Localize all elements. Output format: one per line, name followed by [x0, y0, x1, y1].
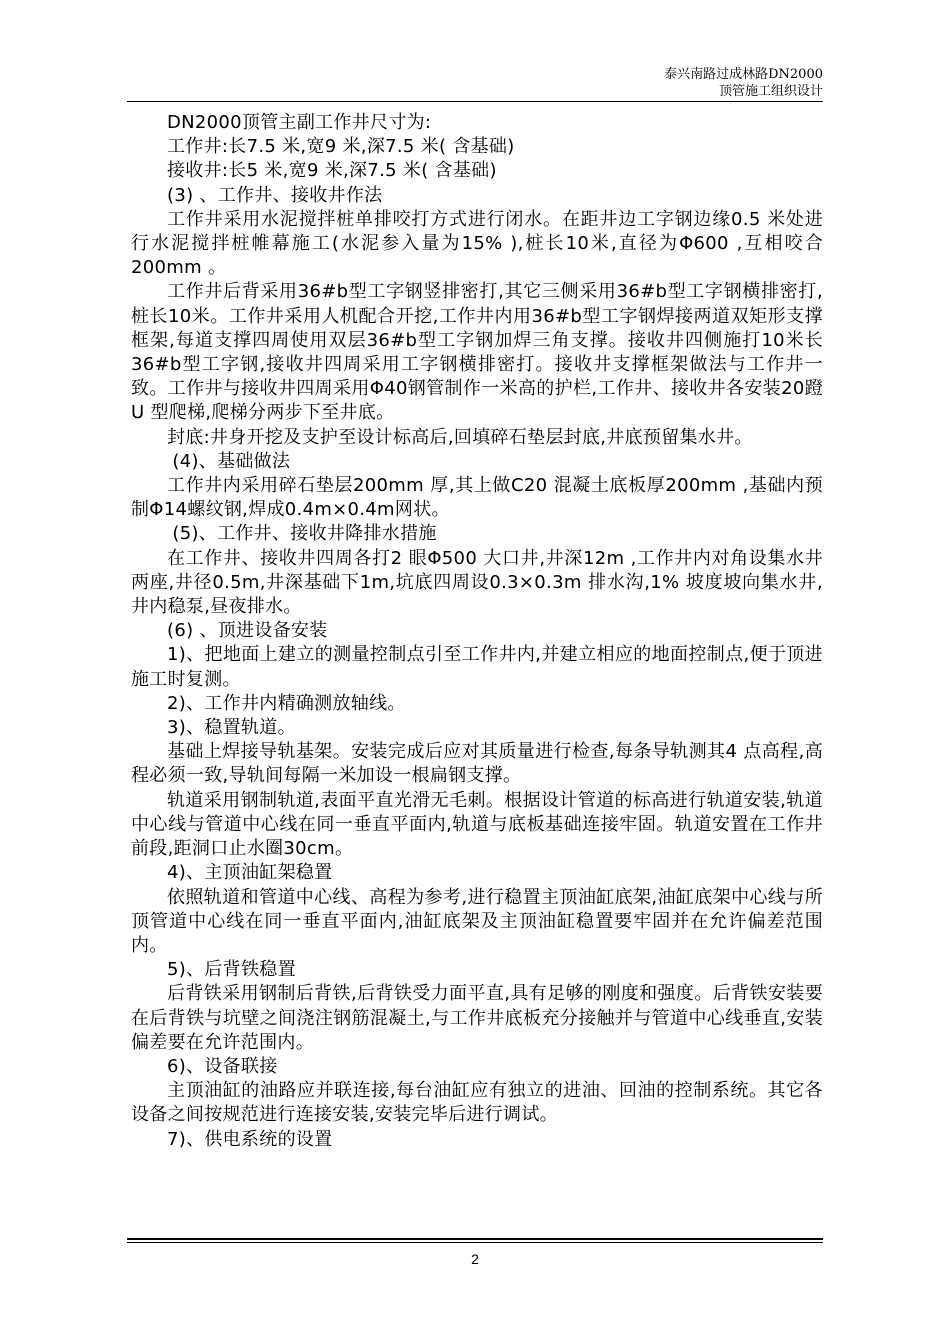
- paragraph: 后背铁采用钢制后背铁,后背铁受力面平直,具有足够的刚度和强度。后背铁安装要在后背铁与坑壁之间浇注钢筋混凝土,与工作井底板充分接触并与管道中心线垂直,安装偏差要在允许范围内。: [131, 983, 823, 1053]
- paragraph: 2)、工作井内精确测放轴线。: [167, 692, 406, 714]
- paragraph: 基础上焊接导轨基架。安装完成后应对其质量进行检查,每条导轨测其4 点高程,高程必须一致,导轨间每隔一米加设一根扁钢支撑。: [131, 741, 823, 787]
- paragraph: 1)、把地面上建立的测量控制点引至工作井内,并建立相应的地面控制点,便于顶进施工时复测。: [131, 644, 823, 690]
- section-heading: (4)、基础做法: [172, 450, 291, 472]
- document-body: [131, 111, 823, 1152]
- paragraph: 主顶油缸的油路应并联连接,每台油缸应有独立的进油、回油的控制系统。其它各设备之间按规范进行连接安装,安装完毕后进行调试。: [131, 1080, 823, 1126]
- paragraph: 在工作井、接收井四周各打2 眼Φ500 大口井,井深12m ,工作井内对角设集水井两座,井径0.5m,井深基础下1m,坑底四周设0.3×0.3m 排水沟,1% 坡度坡向集水井,井内稳泵,昼夜排水。: [131, 547, 823, 618]
- paragraph: 封底:井身开挖及支护至设计标高后,回填碎石垫层封底,井底预留集水井。: [167, 426, 753, 448]
- header-document-title: 顶管施工组织设计: [718, 84, 823, 99]
- paragraph: 工作井:长7.5 米,宽9 米,深7.5 米( 含基础): [167, 136, 515, 158]
- section-heading: (3) 、工作井、接收井作法: [167, 184, 383, 206]
- paragraph: DN2000顶管主副工作井尺寸为:: [167, 112, 432, 133]
- paragraph: 轨道采用钢制轨道,表面平直光滑无毛刺。根据设计管道的标高进行轨道安装,轨道中心线与管道中心线在同一垂直平面内,轨道与底板基础连接牢固。轨道安置在工作井前段,距洞口止水圈30cm。: [131, 789, 823, 860]
- paragraph: 工作井后背采用36#b型工字钢竖排密打,其它三侧采用36#b型工字钢横排密打,桩长10米。工作井采用人机配合开挖,工作井内用36#b型工字钢焊接两道双矩形支撑框架,每道支撑四周使用双层36#b型工字钢加焊三角支撑。接收井四侧施打10米长36#b型工字钢,接收井四周采用工字钢横排密打。接收井支撑框架做法与工作井一致。工作井与接收井四周采用Φ40钢管制作一米高的护栏,工作井、接收井各安装20蹬U 型爬梯,爬梯分两步下至井底。: [131, 281, 823, 424]
- paragraph: 3)、稳置轨道。: [167, 717, 296, 739]
- header-divider: [127, 101, 823, 102]
- page-number: 2: [471, 1251, 479, 1267]
- page-header: [664, 66, 823, 100]
- paragraph: 工作井采用水泥搅拌桩单排咬打方式进行闭水。在距井边工字钢边缘0.5 米处进行水泥搅拌桩帷幕施工(水泥参入量为15% ),桩长10米,直径为Φ600 ,互相咬合200mm 。: [131, 208, 823, 279]
- header-project-title: 泰兴南路过成林路DN2000: [664, 67, 823, 82]
- section-heading: (5)、工作井、接收井降排水措施: [172, 523, 437, 545]
- paragraph: 5)、后背铁稳置: [167, 959, 296, 981]
- paragraph: 4)、主顶油缸架稳置: [167, 862, 333, 884]
- paragraph: 接收井:长5 米,宽9 米,深7.5 米( 含基础): [167, 160, 497, 182]
- paragraph: 工作井内采用碎石垫层200mm 厚,其上做C20 混凝土底板厚200mm ,基础内预制Φ14螺纹钢,焊成0.4m×0.4m网状。: [131, 475, 823, 521]
- paragraph: 依照轨道和管道中心线、高程为参考,进行稳置主顶油缸底架,油缸底架中心线与所顶管道中心线在同一垂直平面内,油缸底架及主顶油缸稳置要牢固并在允许偏差范围内。: [131, 886, 823, 956]
- paragraph: 6)、设备联接: [167, 1055, 278, 1077]
- section-heading: (6) 、顶进设备安装: [167, 620, 328, 642]
- paragraph: 7)、供电系统的设置: [167, 1128, 333, 1150]
- footer-divider: [127, 1238, 823, 1240]
